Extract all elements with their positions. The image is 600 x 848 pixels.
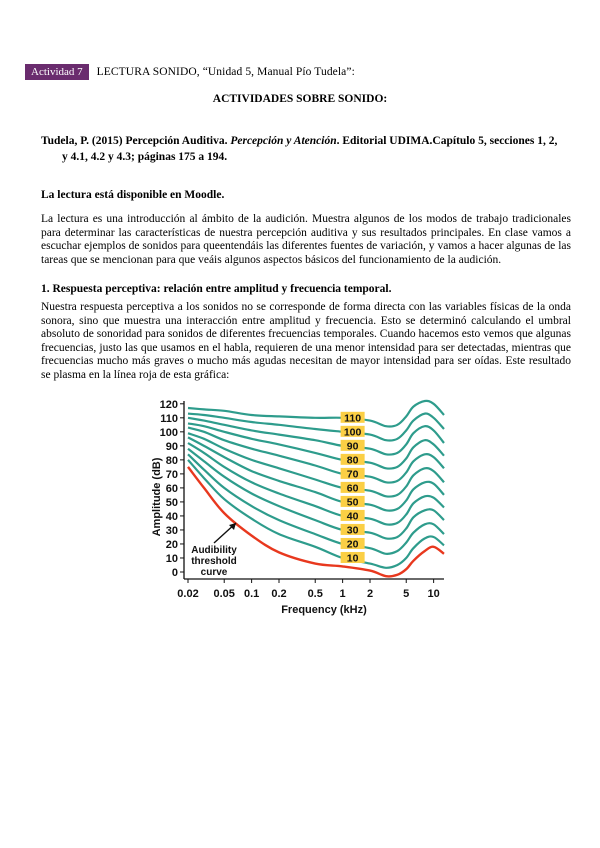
- y-tick-label: 30: [165, 524, 178, 537]
- annotation-line1: Audibility: [191, 545, 237, 556]
- reference-part2: . Editorial UDIMA.Capítulo 5, secciones 1, 2,: [336, 135, 558, 147]
- phon-label: 30: [346, 524, 359, 537]
- y-tick-label: 100: [159, 426, 178, 439]
- chart-ylabel: Amplitude (dB): [151, 457, 163, 537]
- contour-line-110: [188, 401, 444, 427]
- phon-label: 90: [346, 440, 359, 453]
- x-tick-label: 0.1: [243, 588, 260, 600]
- x-tick-label: 1: [339, 588, 346, 600]
- y-tick-label: 50: [165, 496, 178, 509]
- x-tick-label: 0.2: [271, 588, 287, 600]
- reference-part1: Tudela, P. (2015) Percepción Auditiva.: [41, 135, 231, 147]
- x-tick-label: 0.5: [307, 588, 323, 600]
- threshold-annotation: [191, 523, 237, 578]
- reference-citation: [41, 133, 573, 165]
- header-text: LECTURA SONIDO, “Unidad 5, Manual Pío Tudela”:: [96, 66, 355, 78]
- phon-label: 20: [346, 538, 359, 551]
- x-tick-label: 0.02: [177, 588, 199, 600]
- equal-loudness-chart: [148, 393, 450, 617]
- y-tick-label: 80: [165, 454, 178, 467]
- chart-xlabel: Frequency (kHz): [281, 604, 367, 616]
- y-tick-label: 120: [159, 398, 178, 411]
- phon-label: 100: [343, 426, 362, 439]
- phon-label: 40: [346, 510, 359, 523]
- phon-label: 70: [346, 468, 359, 481]
- page-header: [25, 64, 355, 80]
- y-tick-label: 60: [165, 482, 178, 495]
- y-tick-label: 70: [165, 468, 178, 481]
- contour-line-40: [188, 443, 444, 525]
- y-tick-label: 20: [165, 538, 178, 551]
- section-heading: 1. Respuesta perceptiva: relación entre amplitud y frecuencia temporal.: [41, 283, 392, 295]
- x-tick-label: 5: [403, 588, 410, 600]
- y-tick-label: 110: [160, 412, 178, 425]
- page-title: ACTIVIDADES SOBRE SONIDO:: [212, 93, 388, 105]
- phon-label: 50: [346, 496, 359, 509]
- contour-line-30: [188, 449, 444, 539]
- y-tick-label: 0: [171, 566, 178, 579]
- phon-label: 10: [346, 552, 359, 565]
- moodle-note: La lectura está disponible en Moodle.: [41, 189, 225, 201]
- contour-line-70: [188, 428, 444, 483]
- intro-paragraph: La lectura es una introducción al ámbito de la audición. Muestra algunos de los modos de trabajo tradicionales para determinar las características de nuestra percepción auditiva y sus resultados principales. En clase vamos a escuchar ejemplos de sonidos para queentendáis las diferentes fuentes de variación, y vamos a hacer algunas de las tareas que se mencionan para que veáis algunos aspectos básicos del funcionamiento de la audición.: [41, 213, 571, 266]
- y-tick-label: 90: [165, 440, 178, 453]
- reference-italic: Percepción y Atención: [230, 135, 337, 147]
- y-tick-label: 10: [165, 552, 178, 565]
- reference-line2: y 4.1, 4.2 y 4.3; páginas 175 a 194.: [62, 151, 228, 163]
- phon-label: 110: [344, 412, 362, 425]
- annotation-line2: threshold: [191, 556, 237, 567]
- annotation-line3: curve: [200, 567, 228, 578]
- activity-badge: Actividad 7: [25, 64, 89, 80]
- x-tick-label: 0.05: [213, 588, 235, 600]
- phon-label: 60: [346, 482, 359, 495]
- y-tick-label: 40: [165, 510, 178, 523]
- section-paragraph: Nuestra respuesta perceptiva a los sonidos no se corresponde de forma directa con las variables físicas de la onda sonora, sino que muestra una interacción entre amplitud y frecuencia. Esto se determinó calculando el umbral absoluto de sonoridad para sonidos de diferentes frecuencias temporales. Cuando hacemos esto vemos que algunas frecuencias, justo las que usamos en el habla, requieren de una menor intensidad para ser detectadas, mientras que frecuencias mucho más graves o mucho más agudas necesitan de mayor intensidad para ser oídas. Este resultado se plasma en la línea roja de esta gráfica:: [41, 301, 571, 381]
- x-tick-label: 10: [427, 588, 440, 600]
- x-tick-label: 2: [366, 588, 374, 600]
- phon-label: 80: [346, 454, 359, 467]
